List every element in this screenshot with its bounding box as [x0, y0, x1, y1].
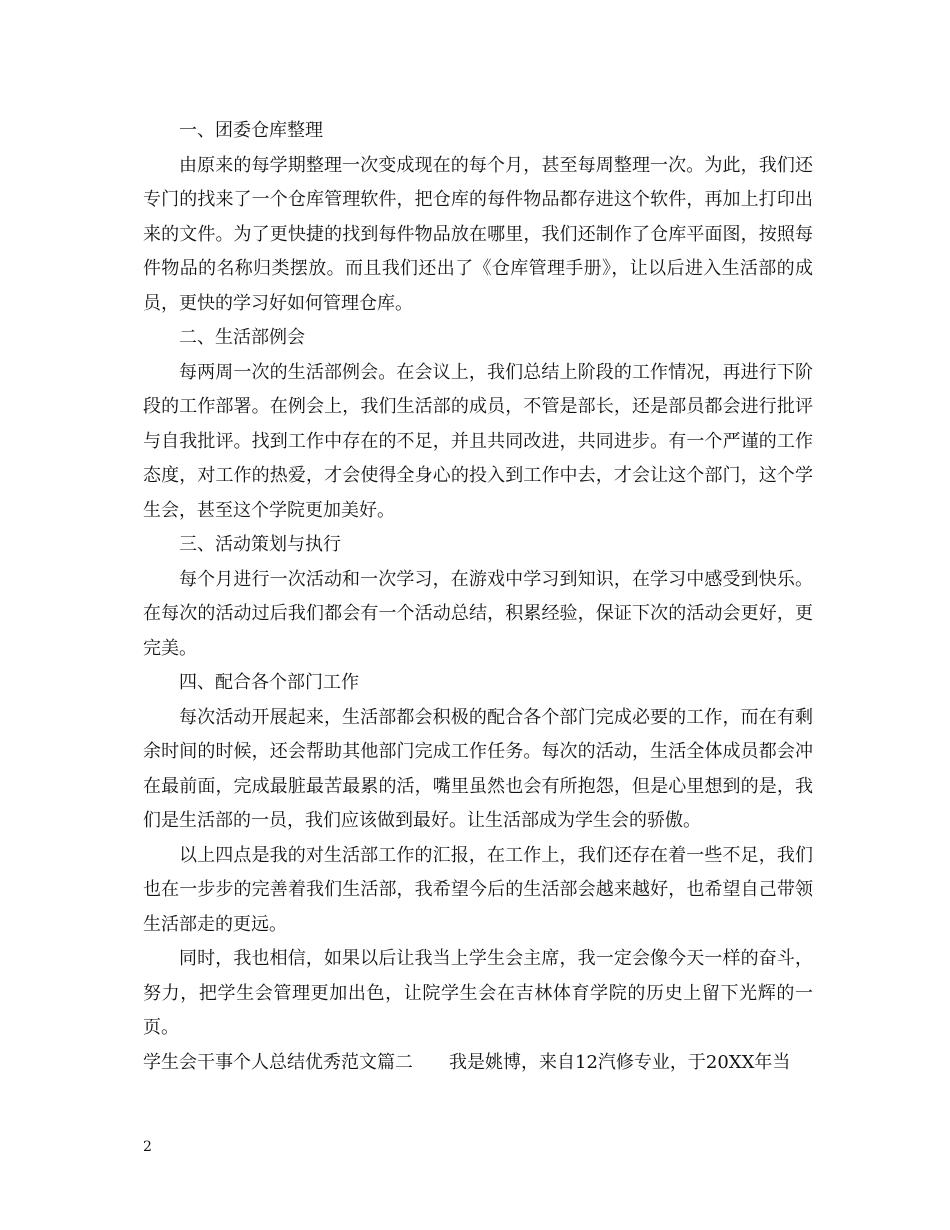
paragraph-summary: 以上四点是我的对生活部工作的汇报，在工作上，我们还存在着一些不足，我们也在一步步的完善着我们生活部，我希望今后的生活部会越来越好，也希望自己带领生活部走的更远。 — [143, 844, 813, 935]
next-section-title: 学生会干事个人总结优秀范文篇二 — [143, 1051, 413, 1073]
document-body — [143, 114, 813, 1080]
section-heading-4: 四、配合各个部门工作 — [179, 672, 359, 693]
paragraph-closing: 同时，我也相信，如果以后让我当上学生会主席，我一定会像今天一样的奋斗，努力，把学生会管理更加出色，让院学生会在吉林体育学院的历史上留下光辉的一页。 — [143, 948, 813, 1038]
next-section-line — [143, 1046, 813, 1081]
paragraph-4: 每次活动开展起来，生活部都会积极的配合各个部门完成必要的工作，而在有剩余时间的时候，还会帮助其他部门完成工作任务。每次的活动，生活全体成员都会冲在最前面，完成最脏最苦最累的活，嘴里虽然也会有所抱怨，但是心里想到的是，我们是生活部的一员，我们应该做到最好。让生活部成为学生会的骄傲。 — [143, 706, 813, 831]
paragraph-1: 由原来的每学期整理一次变成现在的每个月，甚至每周整理一次。为此，我们还专门的找来了一个仓库管理软件，把仓库的每件物品都存进这个软件，再加上打印出来的文件。为了更快捷的找到每件物品放在哪里，我们还制作了仓库平面图，按照每件物品的名称归类摆放。而且我们还出了《仓库管理手册》，让以后进入生活部的成员，更快的学习好如何管理仓库。 — [143, 154, 813, 314]
paragraph-3: 每个月进行一次活动和一次学习，在游戏中学习到知识，在学习中感受到快乐。在每次的活动过后我们都会有一个活动总结，积累经验，保证下次的活动会更好，更完美。 — [143, 568, 813, 659]
next-section-text: 我是姚博，来自12汽修专业，于20XX年当 — [449, 1051, 791, 1073]
page-number: 2 — [143, 1139, 152, 1155]
paragraph-2: 每两周一次的生活部例会。在会议上，我们总结上阶段的工作情况，再进行下阶段的工作部署。在例会上，我们生活部的成员，不管是部长，还是部员都会进行批评与自我批评。找到工作中存在的不足，并且共同改进，共同进步。有一个严谨的工作态度，对工作的热爱，才会使得全身心的投入到工作中去，才会让这个部门，这个学生会，甚至这个学院更加美好。 — [143, 361, 813, 521]
section-heading-1: 一、团委仓库整理 — [179, 120, 323, 141]
section-heading-2: 二、生活部例会 — [179, 327, 305, 348]
section-heading-3: 三、活动策划与执行 — [179, 534, 341, 555]
